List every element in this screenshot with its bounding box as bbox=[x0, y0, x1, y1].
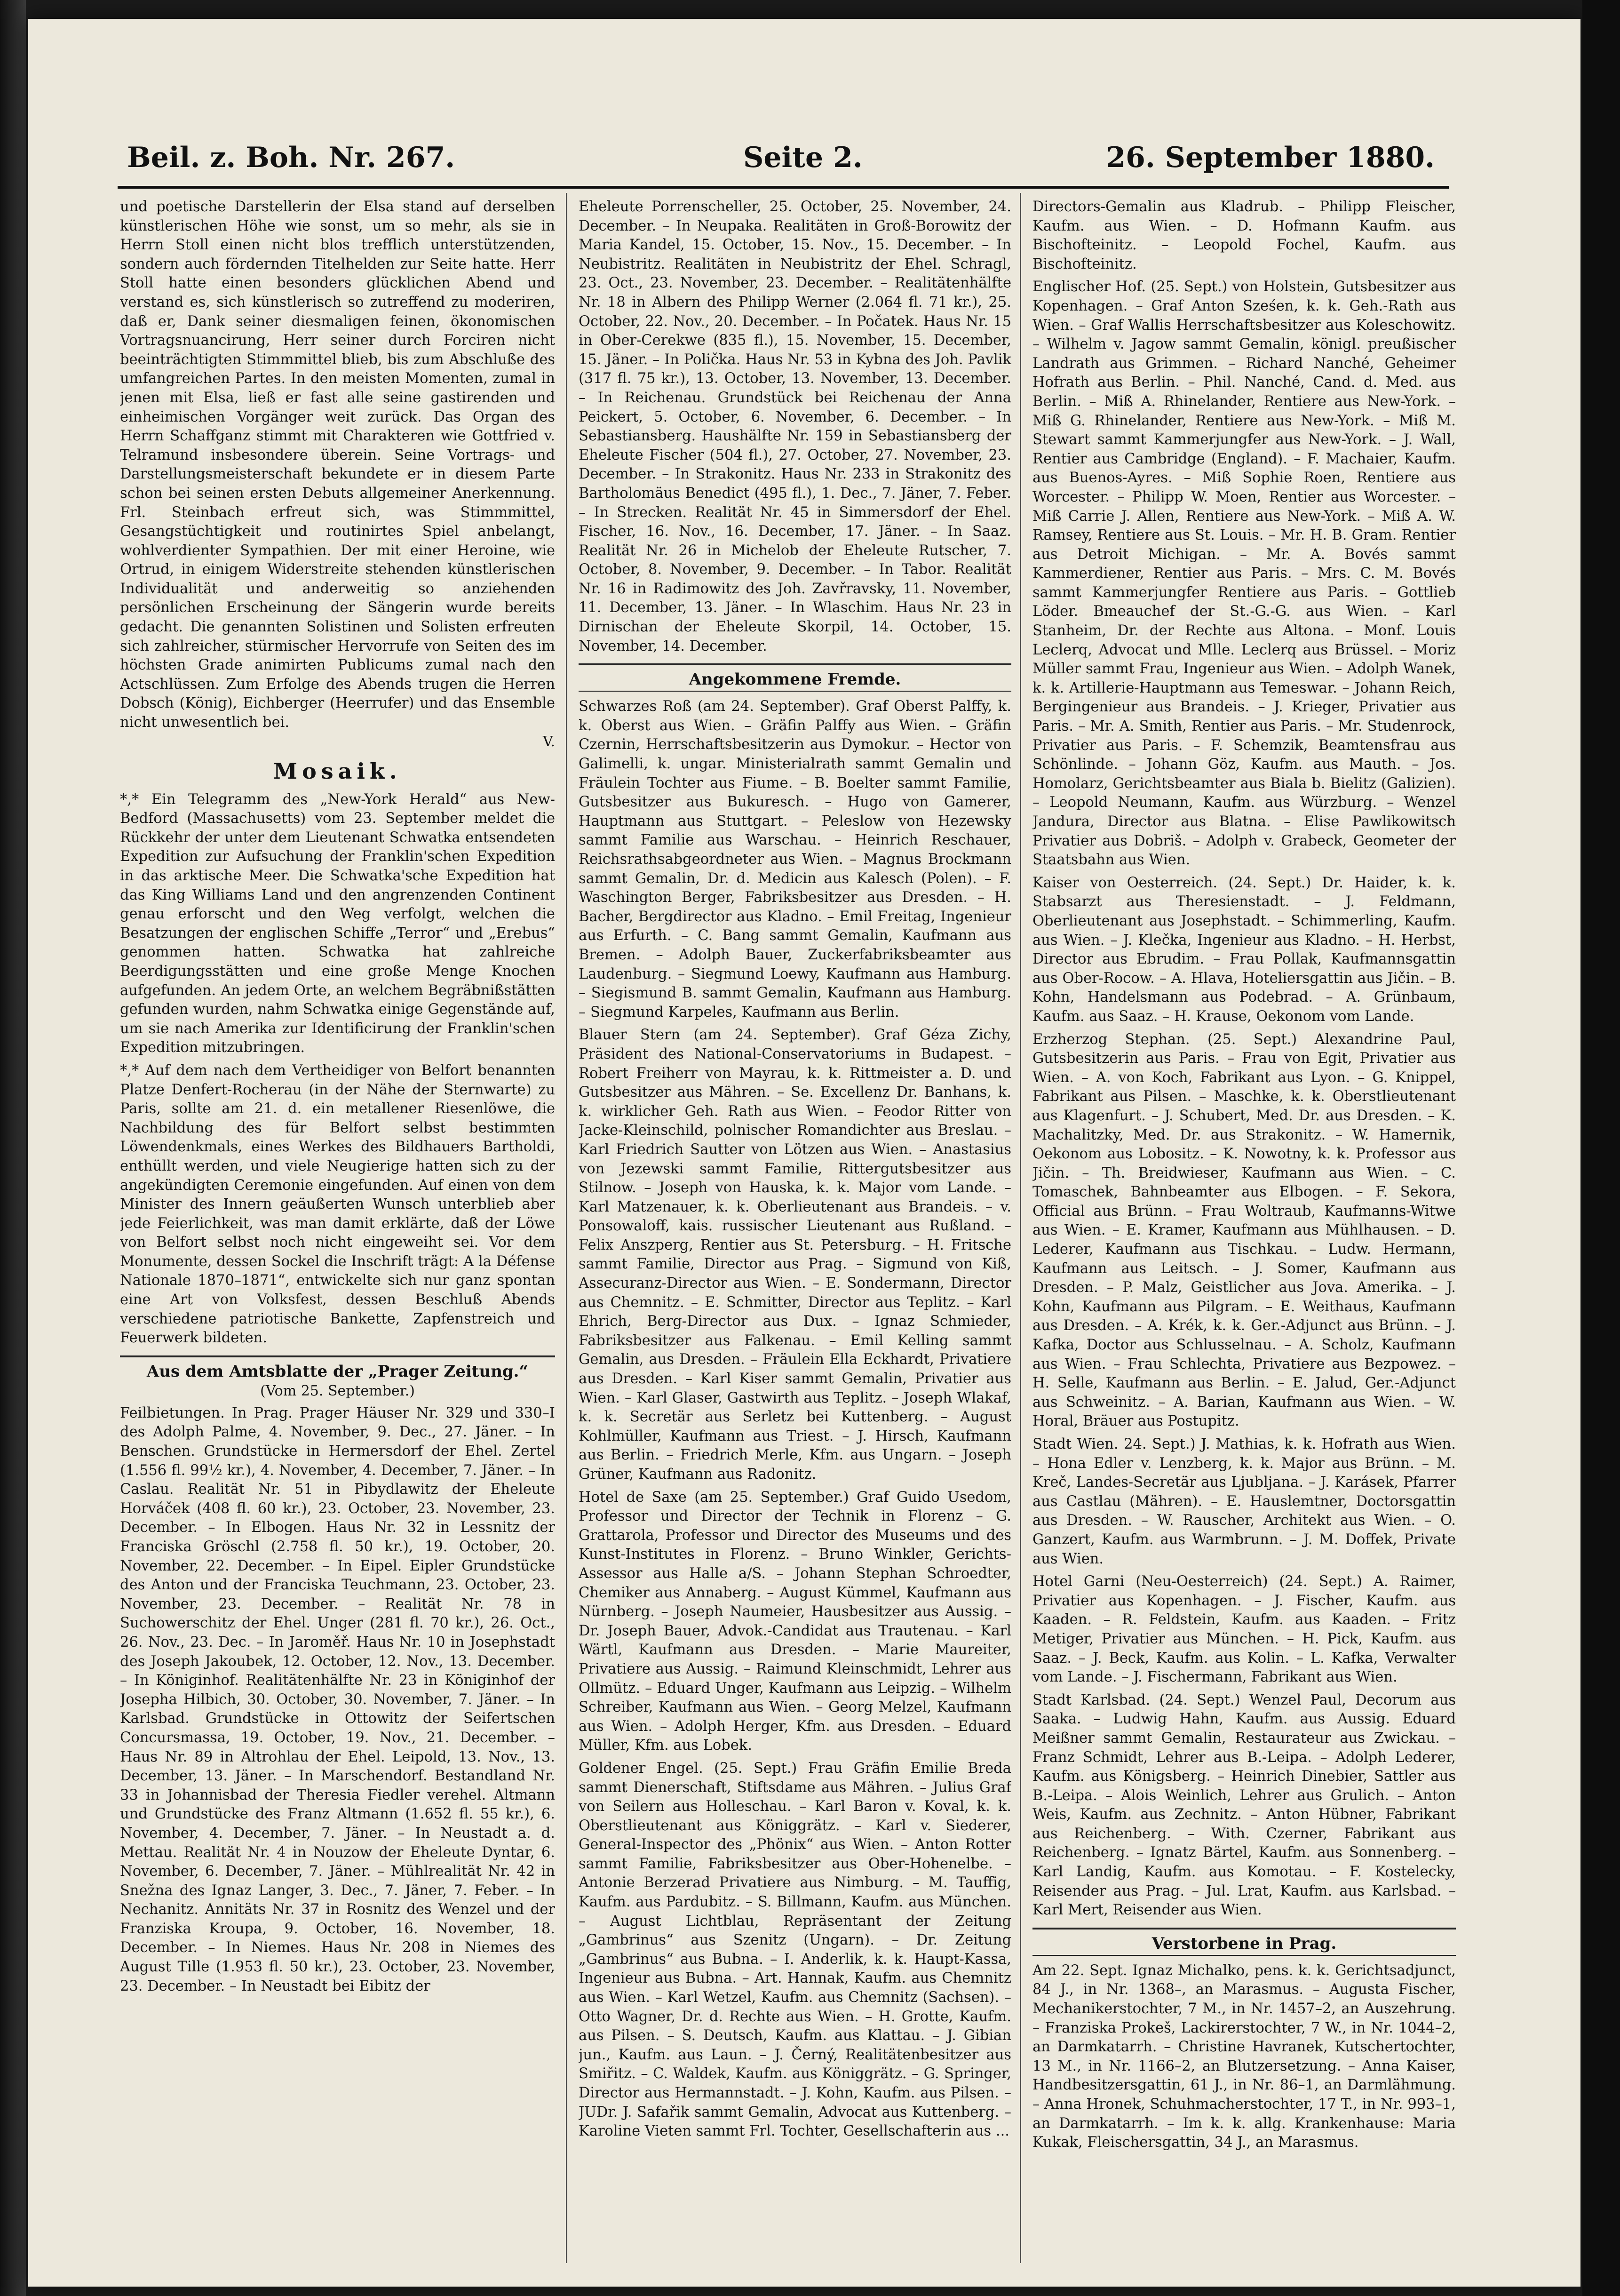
column-3 bbox=[1032, 198, 1456, 2268]
page-number: Seite 2. bbox=[743, 141, 863, 174]
hotel-goldener-engel: Goldener Engel. (25. Sept.) Frau Gräfin Emilie Breda sammt Dienerschaft, Stiftsdame aus Mähren. – Julius Graf von Seilern aus Holleschau. – Karl Baron v. Koval, k. k. Oberstlieutenant aus Königgrätz. – Karl v. Siederer, General-Inspector des „Phönix“ aus Wien. – Anton Rotter sammt Familie, Fabriksbesitzer aus Ober-Hohenelbe. – Antonie Berzerad Privatiere aus Nimburg. – M. Tauffig, Kaufm. aus Pardubitz. – S. Billmann, Kaufm. aus München. – August Lichtblau, Repräsentant der Zeitung „Gambrinus“ aus Szenitz (Ungarn). – Dr. Zeitung „Gambrinus“ aus Bubna. – I. Anderlik, k. k. Haupt-Kassa, Ingenieur aus Bubna. – Art. Hannak, Kaufm. aus Chemnitz aus Wien. – Karl Wetzel, Kaufm. aus Chemnitz (Sachsen). – Otto Wagner, Dr. d. Rechte aus Wien. – H. Grotte, Kaufm. aus Pilsen. – S. Deutsch, Kaufm. aus Klattau. – J. Gibian jun., Kaufm. aus Laun. – J. Černý, Realitätenbesitzer aus Smiřitz. – C. Waldek, Kaufm. aus Königgrätz. – G. Springer, Director aus Hermannstadt. – J. Kohn, Kaufm. aus Pilsen. – JUDr. J. Safařik sammt Gemalin, Advocat aus Kuttenberg. – Karoline Vieten sammt Frl. Tochter, Gesellschafterin aus ... bbox=[579, 1760, 1011, 2140]
masthead bbox=[127, 141, 1435, 193]
hotel-kaiser-von-oesterreich: Kaiser von Oesterreich. (24. Sept.) Dr. Haider, k. k. Stabsarzt aus Theresienstadt. – J. Feldmann, Oberlieutenant aus Josephstadt. – Schimmerling, Kaufm. aus Wien. – J. Klečka, Ingenieur aus Kladno. – H. Herbst, Director aus Ebrudim. – Frau Pollak, Kaufmannsgattin aus Ober-Rocow. – A. Hlava, Hoteliersgattin aus Jičin. – B. Kohn, Handelsmann aus Podebrad. – A. Grünbaum, Kaufm. aus Saaz. – H. Krause, Oekonom vom Lande. bbox=[1032, 874, 1456, 1025]
section-heading-verstorbene: Verstorbene in Prag. bbox=[1151, 1934, 1337, 1953]
hotel-de-saxe: Hotel de Saxe (am 25. September.) Graf Guido Usedom, Professor und Director der Technik in Florenz – G. Grattarola, Professor und Director des Museums und des Kunst-Institutes in Florenz. – Bruno Winkler, Gerichts-Assessor aus Halle a/S. – Johann Stephan Schroedter, Chemiker aus Annaberg. – August Kümmel, Kaufmann aus Nürnberg. – Joseph Naumeier, Hausbesitzer aus Aussig. – Dr. Joseph Bauer, Advok.-Candidat aus Trautenau. – Karl Wärtl, Kaufmann aus Dresden. – Marie Maureiter, Privatiere aus Aussig. – Raimund Kleinschmidt, Lehrer aus Ollmütz. – Eduard Unger, Kaufmann aus Leipzig. – Wilhelm Schreiber, Kaufmann aus Wien. – Georg Melzel, Kaufmann aus Wien. – Adolph Herger, Kfm. aus Dresden. – Eduard Müller, Kfm. aus Lobek. bbox=[579, 1489, 1011, 1754]
hotel-garni: Hotel Garni (Neu-Oesterreich) (24. Sept.) A. Raimer, Privatier aus Kopenhagen. – J. Fischer, Kaufm. aus Kaaden. – R. Feldstein, Kaufm. aus Kaaden. – Fritz Metiger, Privatier aus München. – H. Pick, Kaufm. aus Saaz. – J. Beck, Kaufm. aus Kolin. – L. Kafka, Verwalter vom Lande. – J. Fischermann, Fabrikant aus Wien. bbox=[1032, 1573, 1456, 1686]
hotel-erzherzog-stephan: Erzherzog Stephan. (25. Sept.) Alexandrine Paul, Gutsbesitzerin aus Paris. – Frau von Egit, Privatier aus Wien. – A. von Koch, Fabrikant aus Lyon. – G. Knippel, Fabrikant aus Pilsen. – Maschke, k. k. Oberstlieutenant aus Klagenfurt. – J. Schubert, Med. Dr. aus Dresden. – K. Machalitzky, Med. Dr. aus Strakonitz. – W. Hamernik, Oekonom aus Lobositz. – K. Nowotny, k. k. Professor aus Jičin. – Th. Breidwieser, Kaufmann aus Wien. – C. Tomaschek, Bahnbeamter aus Elbogen. – F. Sekora, Official aus Brünn. – Frau Woltraub, Kaufmanns-Witwe aus Wien. – E. Kramer, Kaufmann aus Mühlhausen. – D. Lederer, Kaufmann aus Tischkau. – Ludw. Hermann, Kaufmann aus Leitsch. – J. Somer, Kaufmann aus Dresden. – P. Malz, Geistlicher aus Jova. Amerika. – J. Kohn, Kaufmann aus Pilgram. – E. Weithaus, Kaufmann aus Dresden. – A. Krék, k. k. Ger.-Adjunct aus Brünn. – J. Kafka, Doctor aus Schlusselnau. – A. Scholz, Kaufmann aus Wien. – Frau Schlechta, Privatiere aus Bezpowez. – H. Selle, Kaufmann aus Berlin. – E. Jalud, Ger.-Adjunct aus Schweinitz. – A. Barian, Kaufmann aus Wien. – W. Horal, Bräuer aus Postupitz. bbox=[1032, 1031, 1456, 1430]
issue-date: 26. September 1880. bbox=[1106, 141, 1435, 174]
article-belfort-lion: *,* Auf dem nach dem Vertheidiger von Belfort benannten Platze Denfert-Rocherau (in der Nähe der Sternwarte) zu Paris, sollte am 21. d. ein metallener Riesenlöwe, die Nachbildung des für Belfort selbst bestimmten Löwendenkmals, eines Werkes des Bildhauers Bartholdi, enthüllt werden, und viele Neugierige hatten sich zu der angekündigten Ceremonie eingefunden. Auf einen von dem Minister des Innern geäußerten Wunsch unterblieb aber jede Feierlichkeit, was man damit erklärte, daß der Löwe von Belfort selbst noch nicht eingeweiht sei. Vor dem Monumente, dessen Sockel die Inschrift trägt: A la Défense Nationale 1870–1871“, entwickelte sich nur ganz spontan eine Art von Volksfest, dessen Beschluß Abends verschiedene patriotische Bankette, Zapfenstreich und Feuerwerk bildeten. bbox=[120, 1062, 555, 1347]
hotel-stadt-wien: Stadt Wien. 24. Sept.) J. Mathias, k. k. Hofrath aus Wien. – Hona Edler v. Lenzberg, k. k. Major aus Brünn. – M. Kreč, Landes-Secretär aus Ljubljana. – J. Karásek, Pfarrer aus Castlau (Mähren). – E. Hauslemtner, Doctorsgattin aus Dresden. – W. Rauscher, Architekt aus Wien. – O. Ganzert, Kaufm. aus Warmbrunn. – J. M. Doffek, Private aus Wien. bbox=[1032, 1436, 1456, 1567]
right-page-edge bbox=[1582, 0, 1620, 2296]
feilbietungen-text: Feilbietungen. In Prag. Prager Häuser Nr. 329 und 330–I des Adolph Palme, 4. November, 9. Dec., 27. Jäner. – In Benschen. Grundstücke in Hermersdorf der Ehel. Zertel (1.556 fl. 99½ kr.), 4. November, 4. December, 7. Jäner. – In Caslau. Realität Nr. 51 in Pibydlawitz der Eheleute Horváček (408 fl. 60 kr.), 23. October, 23. November, 23. December. – In Elbogen. Haus Nr. 32 in Lessnitz der Franciska Gröschl (2.758 fl. 50 kr.), 19. October, 20. November, 22. December. – In Eipel. Eipler Grundstücke des Anton und der Franciska Teuchmann, 23. October, 23. November, 23. December. – Realität Nr. 78 in Suchowerschitz der Ehel. Unger (281 fl. 70 kr.), 26. Oct., 26. Nov., 23. Dec. – In Jaroměř. Haus Nr. 10 in Josephstadt des Joseph Jakoubek, 12. October, 12. Nov., 13. December. – In Königinhof. Realitätenhälfte Nr. 23 in Königinhof der Josepha Hilbich, 30. October, 30. November, 7. Jäner. – In Karlsbad. Grundstücke in Ottowitz der Seifertschen Concursmassa, 19. October, 19. Nov., 21. December. – Haus Nr. 89 in Altrohlau der Ehel. Leipold, 13. Nov., 13. December, 13. Jäner. – In Marschendorf. Bestandland Nr. 33 in Johannisbad der Theresia Fiedler verehel. Altmann und Grundstücke des Franz Altmann (1.652 fl. 55 kr.), 6. November, 4. December, 7. Jäner. – In Neustadt a. d. Mettau. Realität Nr. 4 in Nouzow der Eheleute Dyntar, 6. November, 6. December, 7. Jäner. – Mühlrealität Nr. 42 in Snežna des Ignaz Langer, 3. Dec., 7. Jäner, 7. Feber. – In Nechanitz. Annitäts Nr. 37 in Rosnitz des Wenzel und der Franziska Kroupa, 9. October, 16. November, 18. December. – In Niemes. Haus Nr. 208 in Niemes des August Tille (1.953 fl. 50 kr.), 23. October, 23. November, 23. December. – In Neustadt bei Eibitz der bbox=[120, 1404, 555, 1994]
death-notices: Am 22. Sept. Ignaz Michalko, pens. k. k. Gerichtsadjunct, 84 J., in Nr. 1368–, an Marasmus. – Augusta Fischer, Mechanikerstochter, 7 M., in Nr. 1457–2, an Auszehrung. – Franziska Prokeš, Lackirerstochter, 7 W., in Nr. 1044–2, an Darmkatarrh. – Christine Havranek, Kutschertochter, 13 M., in Nr. 1166–2, an Blutzersetzung. – Anna Kaiser, Handbesitzersgattin, 61 J., in Nr. 86–1, an Darmlähmung. – Anna Hronek, Schuhmacherstochter, 17 T., in Nr. 993–1, an Darmkatarrh. – Im k. k. allg. Krankenhause: Maria Kukak, Fleischersgattin, 34 J., an Marasmus. bbox=[1032, 1962, 1456, 2151]
amtsblatt-date: (Vom 25. September.) bbox=[260, 1382, 415, 1399]
column-separator bbox=[566, 193, 567, 2263]
left-page-shadow bbox=[0, 0, 26, 2296]
section-heading-fremde: Angekommene Fremde. bbox=[689, 670, 901, 689]
hotel-stadt-karlsbad: Stadt Karlsbad. (24. Sept.) Wenzel Paul, Decorum aus Saaka. – Ludwig Hahn, Kaufm. aus Aussig. Eduard Meißner sammt Gemalin, Restaurateur aus Zwickau. – Franz Schmidt, Lehrer aus B.-Leipa. – Adolph Lederer, Kaufm. aus Königsberg. – Heinrich Dinebier, Sattler aus B.-Leipa. – Alois Weinlich, Lehrer aus Grulich. – Anton Weis, Kaufm. aus Zechnitz. – Anton Hübner, Fabrikant aus Reichenberg. – With. Czerner, Fabrikant aus Reichenberg. – Ignatz Bärtel, Kaufm. aus Sonnenberg. – Karl Landig, Kaufm. aus Komotau. – F. Kostelecky, Reisender aus Prag. – Jul. Lrat, Kaufm. aus Karlsbad. – Karl Mert, Reisender aus Wien. bbox=[1032, 1691, 1456, 1919]
section-heading-amtsblatt: Aus dem Amtsblatte der „Prager Zeitung.“ bbox=[146, 1362, 529, 1381]
section-heading-mosaik: Mosaik. bbox=[273, 758, 402, 784]
section-rule bbox=[579, 663, 1011, 665]
section-rule bbox=[1032, 1928, 1456, 1929]
section-rule bbox=[120, 1355, 555, 1357]
masthead-rule bbox=[118, 186, 1449, 189]
issue-label: Beil. z. Boh. Nr. 267. bbox=[127, 141, 455, 174]
section-rule bbox=[1032, 1955, 1456, 1956]
section-rule bbox=[579, 691, 1011, 692]
column-1 bbox=[120, 198, 555, 2268]
hotel-schwarzes-ross: Schwarzes Roß (am 24. September). Graf Oberst Palffy, k. k. Oberst aus Wien. – Gräfin Palffy aus Wien. – Gräfin Czernin, Herrschaftsbesitzerin aus Dymokur. – Hector von Galimelli, k. ungar. Ministerialrath sammt Gemalin und Fräulein Tochter aus Fiume. – B. Boelter sammt Familie, Gutsbesitzer aus Bukuresch. – Hugo von Gamerer, Hauptmann aus Stuttgart. – Peleslow von Hezewsky sammt Familie aus Warschau. – Heinrich Reschauer, Reichsrathsabgeordneter aus Wien. – Magnus Brockmann sammt Gemalin, Dr. d. Medicin aus Kalesch (Polen). – F. Waschington Berger, Fabriksbesitzer aus Dresden. – H. Bacher, Bergdirector aus Kladno. – Emil Freitag, Ingenieur aus Erfurth. – C. Bang sammt Gemalin, Kaufmann aus Bremen. – Adolph Bauer, Zuckerfabriksbeamter aus Laudenburg. – Siegmund Loewy, Kaufmann aus Hamburg. – Siegismund B. sammt Gemalin, Kaufmann aus Hamburg. – Siegmund Karpeles, Kaufmann aus Berlin. bbox=[579, 698, 1011, 1020]
feilbietungen-continued: Eheleute Porrenscheller, 25. October, 25. November, 24. December. – In Neupaka. Realitäten in Groß-Borowitz der Maria Kandel, 15. October, 15. Nov., 15. December. – In Neubistritz. Realitäten in Neubistritz der Ehel. Schragl, 23. Oct., 23. November, 23. December. – Realitätenhälfte Nr. 18 in Albern des Philipp Werner (2.064 fl. 71 kr.), 25. October, 22. Nov., 20. December. – In Počatek. Haus Nr. 15 in Ober-Cerekwe (835 fl.), 15. November, 15. December, 15. Jäner. – In Polička. Haus Nr. 53 in Kybna des Joh. Pavlik (317 fl. 75 kr.), 13. October, 13. November, 13. December. – In Reichenau. Grundstück bei Reichenau der Anna Peickert, 5. October, 6. November, 6. December. – In Sebastiansberg. Haushälfte Nr. 159 in Sebastiansberg der Eheleute Fischer (504 fl.), 27. October, 27. November, 23. December. – In Strakonitz. Haus Nr. 233 in Strakonitz des Bartholomäus Benedict (495 fl.), 1. Dec., 7. Jäner, 7. Feber. – In Strecken. Realität Nr. 45 in Simmersdorf der Ehel. Fischer, 16. Nov., 16. December, 17. Jäner. – In Saaz. Realität Nr. 26 in Michelob der Eheleute Rutscher, 7. October, 8. November, 9. December. – In Tabor. Realität Nr. 16 in Radimowitz des Joh. Zavřravsky, 11. November, 11. December, 13. Jäner. – In Wlaschim. Haus Nr. 23 in Dirnischan der Eheleute Skorpil, 14. October, 15. November, 14. December. bbox=[579, 199, 1011, 654]
fremde-continued: Directors-Gemalin aus Kladrub. – Philipp Fleischer, Kaufm. aus Wien. – D. Hofmann Kaufm. aus Bischofteinitz. – Leopold Fochel, Kaufm. aus Bischofteinitz. bbox=[1032, 199, 1456, 272]
column-2 bbox=[579, 198, 1011, 2268]
hotel-englischer-hof: Englischer Hof. (25. Sept.) von Holstein, Gutsbesitzer aus Kopenhagen. – Graf Anton Sześen, k. k. Geh.-Rath aus Wien. – Graf Wallis Herrschaftsbesitzer aus Koleschowitz. – Wilhelm v. Jagow sammt Gemalin, königl. preußischer Landrath aus Grimmen. – Richard Nanché, Geheimer Hofrath aus Berlin. – Phil. Nanché, Cand. d. Med. aus Berlin. – Miß A. Rhinelander, Rentiere aus New-York. – Miß G. Rhinelander, Rentiere aus New-York. – Miß M. Stewart sammt Kammerjungfer aus New-York. – J. Wall, Rentier aus Cambridge (England). – F. Machaier, Kaufm. aus Buenos-Ayres. – Miß Sophie Roen, Rentiere aus Worcester. – Philipp W. Moen, Rentier aus Worcester. – Miß Carrie J. Allen, Rentiere aus New-York. – Miß A. W. Ramsey, Rentiere aus St. Louis. – Mr. H. B. Gram. Rentier aus Detroit Michigan. – Mr. A. Bovés sammt Kammerdiener, Rentier aus Paris. – Mrs. C. M. Bovés sammt Kammerjungfer Rentiere aus Paris. – Gottlieb Löder. Bmeauchef der St.-G.-G. aus Wien. – Karl Stanheim, Dr. der Rechte aus Altona. – Monf. Louis Leclerq, Advocat und Mlle. Leclerq aus Brüssel. – Moriz Müller sammt Frau, Ingenieur aus Wien. – Adolph Wanek, k. k. Artillerie-Hauptmann aus Temeswar. – Johann Reich, Bergingenieur aus Brandeis. – J. Krieger, Privatier aus Paris. – Mr. A. Smith, Rentier aus Paris. – Mr. Studenrock, Privatier aus Paris. – F. Schemzik, Beamtensfrau aus Schönlinde. – Johann Göz, Kaufm. aus Mauth. – Jos. Homolarz, Gerichtsbeamter aus Biala b. Bielitz (Galizien). – Leopold Neumann, Kaufm. aus Würzburg. – Wenzel Jandura, Director aus Blatna. – Elise Pawlikowitsch Privatier aus Dobriš. – Adolph v. Grabeck, Geometer der Staatsbahn aus Wien. bbox=[1032, 279, 1456, 869]
article-schwatka-expedition: *,* Ein Telegramm des „New-York Herald“ aus New-Bedford (Massachusetts) vom 23. September meldet die Rückkehr der unter dem Lieutenant Schwatka entsendeten Expedition zur Aufsuchung der Franklin'schen Expedition in das arktische Meer. Die Schwatka'sche Expedition hat das King Williams Land und den angrenzenden Continent genau erforscht und den Weg verfolgt, welchen die Besatzungen der englischen Schiffe „Terror“ und „Erebus“ genommen hatten. Schwatka hat zahlreiche Beerdigungsstätten und eine große Menge Knochen aufgefunden. An jedem Orte, an welchem Begräbnißstätten gefunden wurden, nahm Schwatka einige Gegenstände auf, um sie nach Amerika zur Identificirung der Franklin'schen Expedition mitzubringen. bbox=[120, 791, 555, 1056]
opera-review-text: und poetische Darstellerin der Elsa stand auf derselben künstlerischen Höhe wie sonst, um so mehr, als sie in Herrn Stoll einen nicht blos trefflich unterstützenden, sondern auch fördernden Titelhelden zur Seite hatte. Herr Stoll hatte einen besonders glücklichen Abend und verstand es, sich künstlerisch so zutreffend zu moderiren, daß er, Dank seiner diesmaligen feinen, ökonomischen Vortragsnuancirung, Herr seiner durch Forciren nicht beeinträchtigten Stimmmittel blieb, bis zum Abschluße des umfangreichen Partes. In den meisten Momenten, zumal in jenen mit Elsa, ließ er fast alle seine gastirenden und einheimischen Vorgänger weit zurück. Das Organ des Herrn Schaffganz stimmt mit Charakteren wie Gottfried v. Telramund insbesondere überein. Seine Vortrags- und Darstellungsmeisterschaft bekundete er in diesem Parte schon bei seinen ersten Debuts allgemeiner Anerkennung. Frl. Steinbach erfreut sich, was Stimmmittel, Gesangstüchtigkeit und routinirtes Spiel anbelangt, wohlverdienter Sympathien. Der mit einer Heroine, wie Ortrud, in einigem Widerstreite stehenden künstlerischen Individualität und anderweitig so anziehenden persönlichen Erscheinung der Sängerin wurde bereits gedacht. Die genannten Solistinen und Solisten erfreuten sich zahlreicher, stürmischer Hervorrufe von Seiten des im höchsten Grade animirten Publicums zumal nach den Actschlüssen. Zum Erfolge des Abends trugen die Herren Dobsch (König), Eichberger (Heerrufer) und das Ensemble nicht unwesentlich bei. bbox=[120, 199, 555, 731]
hotel-blauer-stern: Blauer Stern (am 24. September). Graf Géza Zichy, Präsident des National-Conservatoriums in Budapest. – Robert Freiherr von Mayrau, k. k. Rittmeister a. D. und Gutsbesitzer aus Mähren. – Se. Excellenz Dr. Banhans, k. k. wirklicher Geh. Rath aus Wien. – Feodor Ritter von Jacke-Kleinschild, polnischer Romandichter aus Breslau. – Karl Friedrich Sautter von Lötzen aus Wien. – Anastasius von Jezewski sammt Familie, Rittergutsbesitzer aus Stilnow. – Joseph von Hauska, k. k. Major vom Lande. – Karl Matzenauer, k. k. Oberlieutenant aus Brandeis. – v. Ponsowaloff, kais. russischer Lieutenant aus Rußland. – Felix Anszperg, Rentier aus St. Petersburg. – H. Fritsche sammt Familie, Director aus Prag. – Sigmund von Kiß, Assecuranz-Director aus Wien. – E. Sondermann, Director aus Chemnitz. – E. Schmitter, Director aus Teplitz. – Karl Ehrich, Berg-Director aus Dux. – Ignaz Schmieder, Fabriksbesitzer aus Falkenau. – Emil Kelling sammt Gemalin, aus Dresden. – Fräulein Ella Eckhardt, Privatiere aus Dresden. – Karl Kiser sammt Gemalin, Privatier aus Wien. – Karl Glaser, Gastwirth aus Teplitz. – Joseph Wlakaf, k. k. Secretär aus Serletz bei Kuttenberg. – August Kohlmüller, Kaufmann aus Triest. – J. Hirsch, Kaufmann aus Berlin. – Friedrich Merle, Kfm. aus Ungarn. – Joseph Grüner, Kaufmann aus Radonitz. bbox=[579, 1027, 1011, 1483]
review-signature: V. bbox=[543, 733, 555, 750]
column-separator bbox=[1020, 193, 1021, 2263]
